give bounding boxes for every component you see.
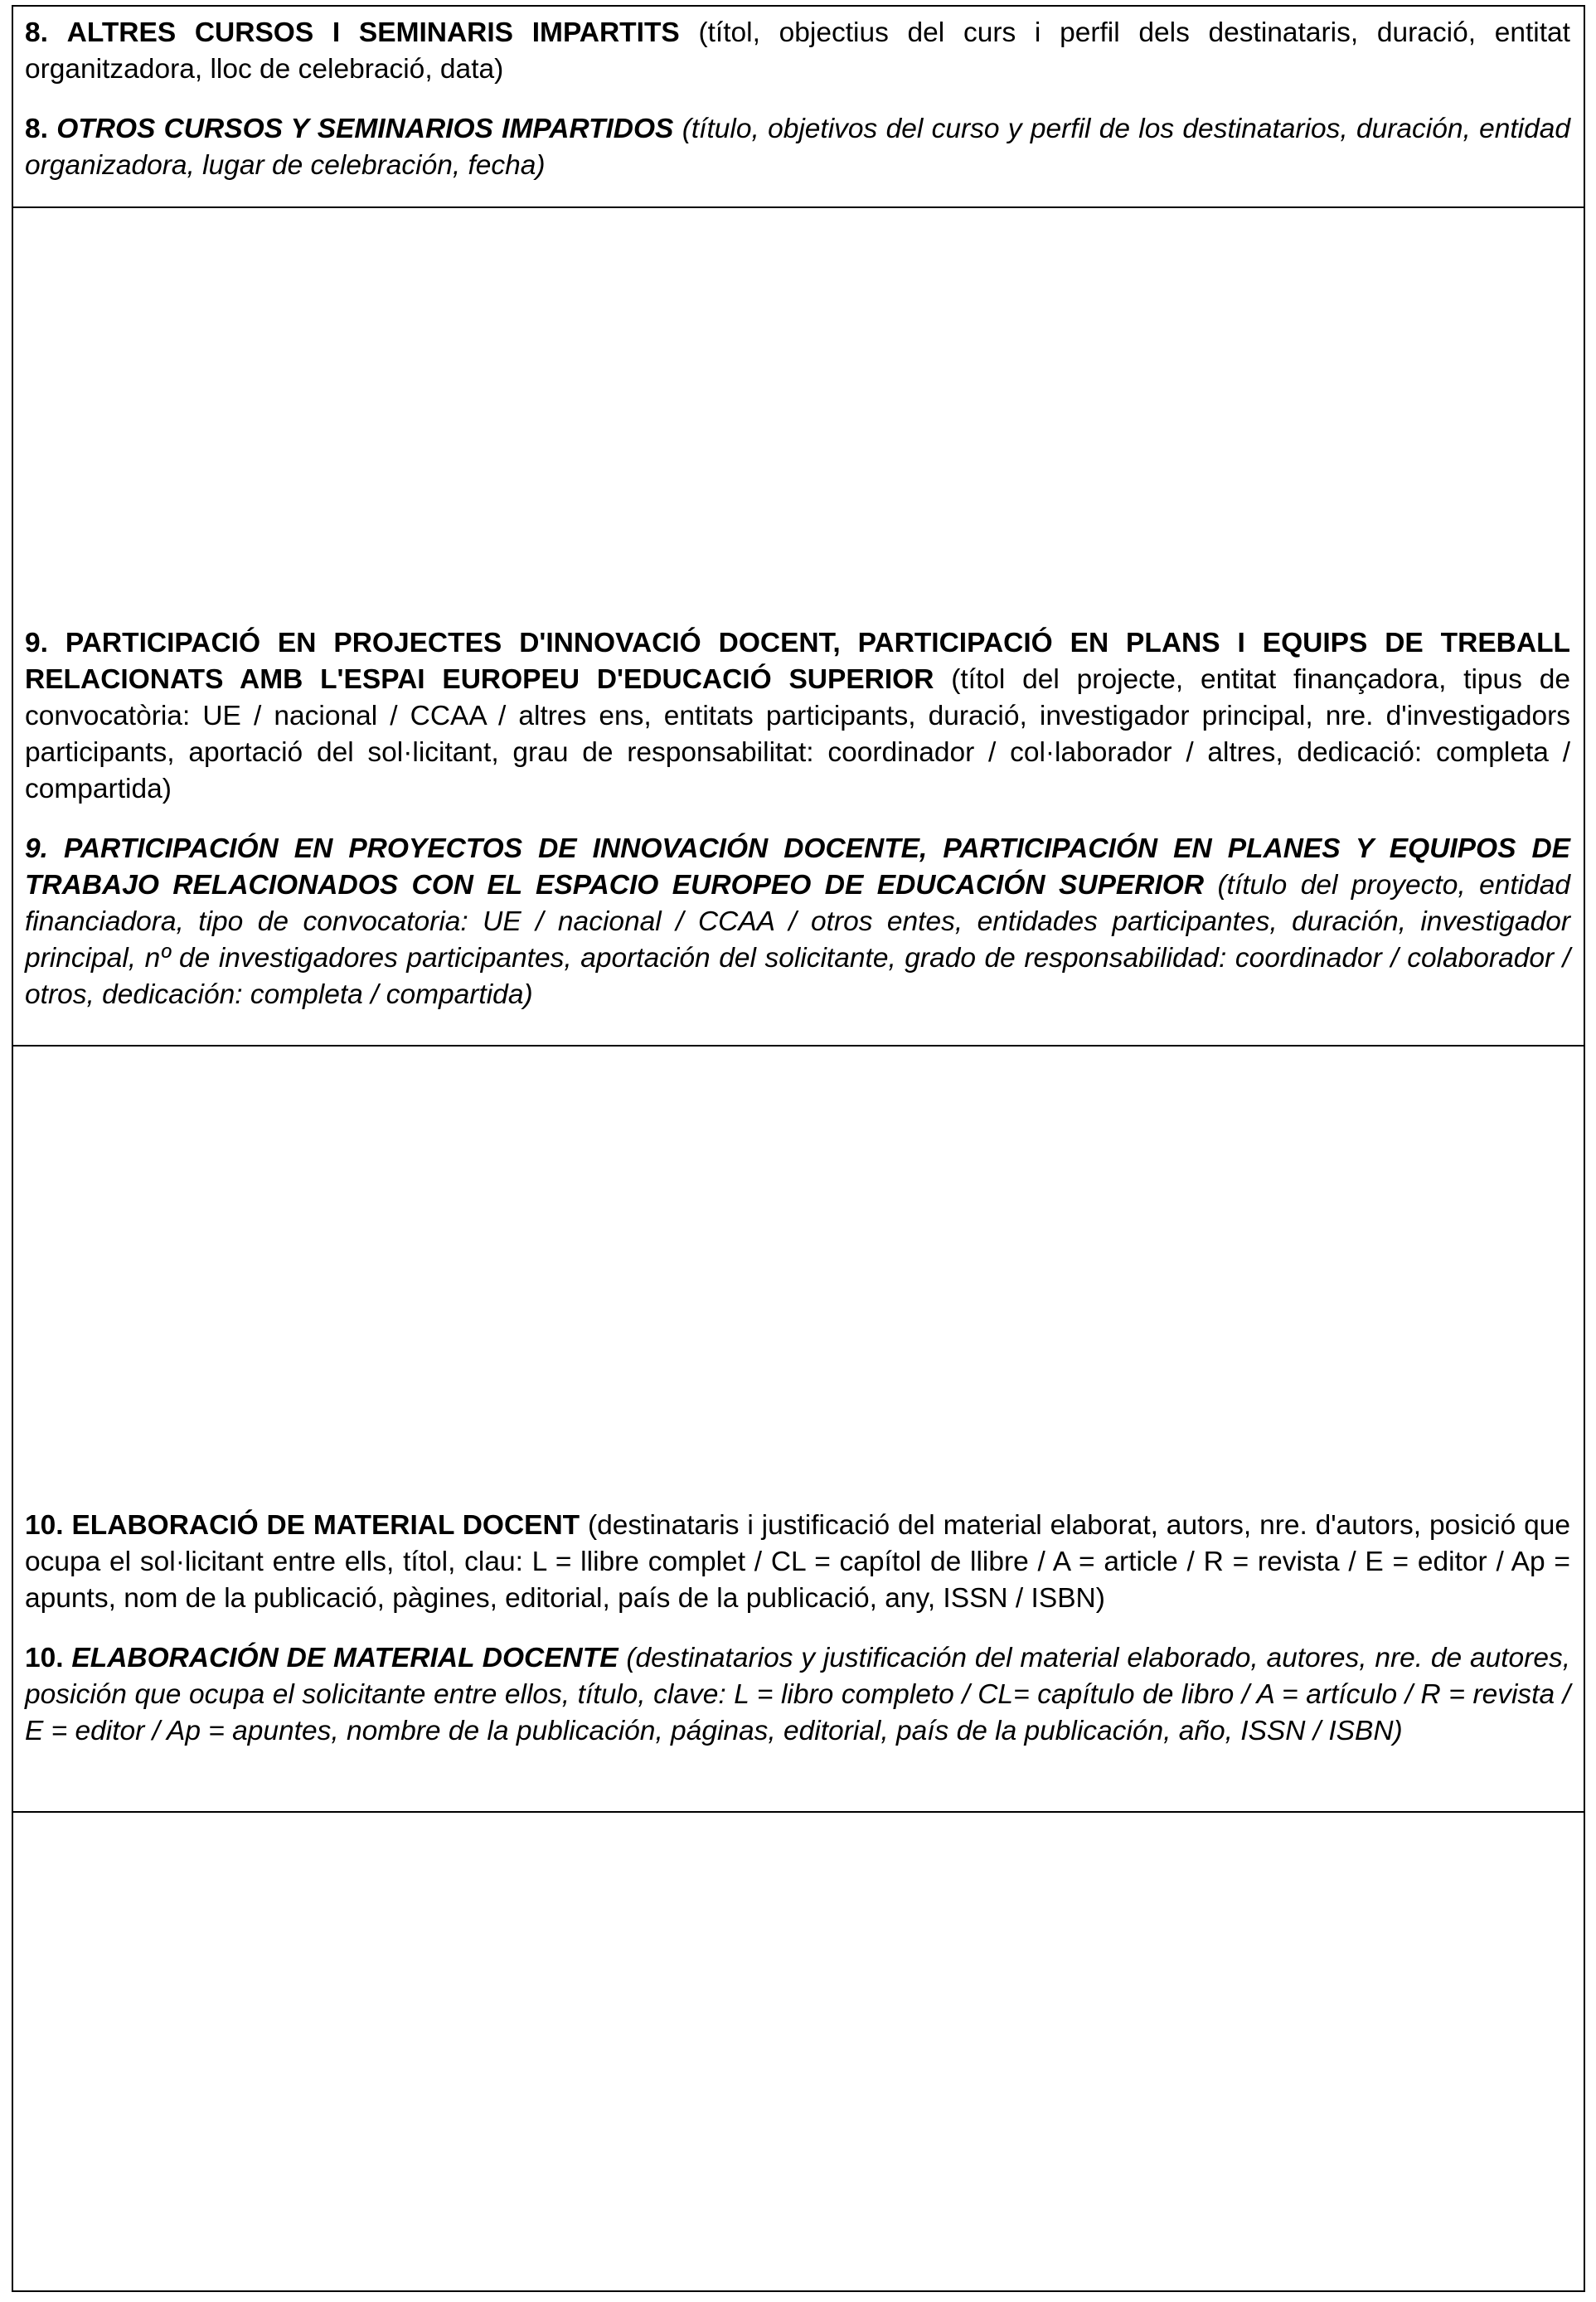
section-10-catalan-number: 10. — [25, 1510, 64, 1541]
section-9-header — [13, 617, 1584, 1047]
section-8-spanish-title: OTROS CURSOS Y SEMINARIOS IMPARTIDOS — [56, 114, 674, 144]
section-9-catalan-number: 9. — [25, 628, 48, 658]
section-9-answer-field[interactable] — [13, 1047, 1584, 1499]
section-8-spanish-description: (título, objetivos del curso y perfil de los destinatarios, duración, entidad organizadora, lugar de celebración, fecha) — [25, 114, 1570, 181]
section-9-spanish-title: PARTICIPACIÓN EN PROYECTOS DE INNOVACIÓN DOCENTE, PARTICIPACIÓN EN PLANES Y EQUIPOS DE TRABAJO RELACIONADOS CON EL ESPACIO EUROPEO DE EDUCACIÓN SUPERIOR — [25, 833, 1570, 901]
section-9-spanish-number: 9. — [25, 833, 48, 864]
section-10-spanish-heading — [25, 1640, 1570, 1750]
section-10-spanish-description: (destinatarios y justificación del material elaborado, autores, nre. de autores, posición que ocupa el solicitante entre ellos, título, clave: L = libro completo / CL= capítulo de libro / A = artículo / R = revista / E = editor / Ap = apuntes, nombre de la publicación, páginas, editorial, país de la publicación, año, ISSN / ISBN) — [25, 1643, 1571, 1746]
section-10-answer-field[interactable] — [13, 1813, 1584, 2290]
section-9-catalan-description: (títol del projecte, entitat finançadora, tipus de convocatòria: UE / nacional / CCAA / altres ens, entitats participants, duració, investigador principal, nre. d'investigadors participants, aportació del sol·licitant, grau de responsabilitat: coordinador / col·laborador / altres, dedicació: completa / compartida) — [25, 664, 1570, 804]
section-8-header — [13, 7, 1584, 208]
section-9-catalan-heading — [25, 625, 1570, 808]
section-8-catalan-number: 8. — [25, 17, 48, 48]
application-form — [12, 5, 1585, 2292]
section-10-catalan-heading — [25, 1508, 1570, 1617]
section-10-spanish-number: 10. — [25, 1643, 64, 1673]
section-10-spanish-title: ELABORACIÓN DE MATERIAL DOCENTE — [71, 1643, 619, 1673]
section-9-spanish-heading — [25, 831, 1570, 1013]
section-8-spanish-heading — [25, 111, 1570, 184]
section-10-header — [13, 1499, 1584, 1813]
section-8-spanish-number: 8. — [25, 114, 48, 144]
section-9-catalan-title: PARTICIPACIÓ EN PROJECTES D'INNOVACIÓ DOCENT, PARTICIPACIÓ EN PLANS I EQUIPS DE TREBALL RELACIONATS AMB L'ESPAI EUROPEU D'EDUCACIÓ SUPERIOR — [25, 628, 1570, 695]
section-8-catalan-title: ALTRES CURSOS I SEMINARIS IMPARTITS — [66, 17, 680, 48]
section-8-catalan-description: (títol, objectius del curs i perfil dels destinataris, duració, entitat organitzadora, lloc de celebració, data) — [25, 17, 1570, 85]
section-10-catalan-title: ELABORACIÓ DE MATERIAL DOCENT — [71, 1510, 580, 1541]
section-8-answer-field[interactable] — [13, 208, 1584, 617]
section-10-catalan-description: (destinataris i justificació del material elaborat, autors, nre. d'autors, posició que ocupa el sol·licitant entre ells, títol, clau: L = llibre complet / CL = capítol de llibre / A = article / R = revista / E = editor / Ap = apunts, nom de la publicació, pàgines, editorial, país de la publicació, any, ISSN / ISBN) — [25, 1510, 1570, 1614]
section-8-catalan-heading — [25, 15, 1570, 88]
section-9-spanish-description: (título del proyecto, entidad financiadora, tipo de convocatoria: UE / nacional / CCAA / otros entes, entidades participantes, duración, investigador principal, nº de investigadores participantes, aportación del solicitante, grado de responsabilidad: coordinador / colaborador / otros, dedicación: completa / compartida) — [25, 870, 1570, 1010]
